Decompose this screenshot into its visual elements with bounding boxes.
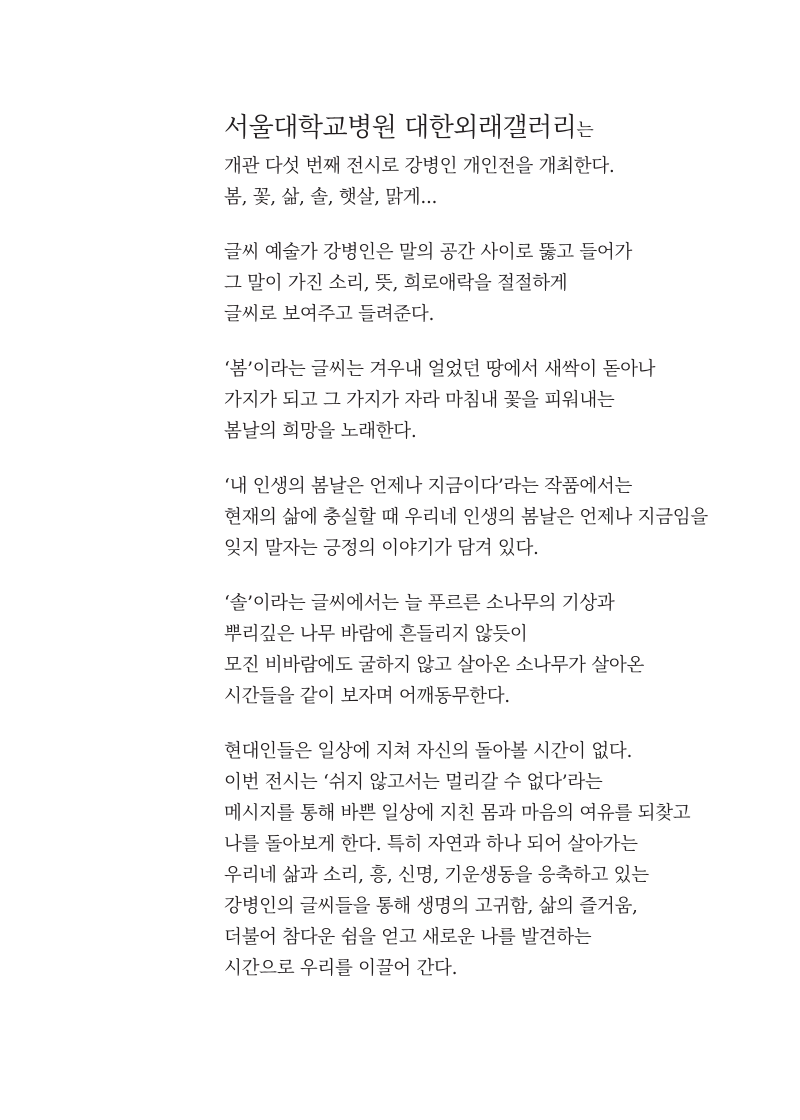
- paragraph-rest: [224, 736, 784, 984]
- text-line: 이번 전시는 ‘쉬지 않고서는 멀리갈 수 없다’라는: [224, 772, 603, 793]
- text-line: 시간들을 같이 보자며 어깨동무한다.: [224, 686, 510, 707]
- text-line: 우리네 삶과 소리, 흥, 신명, 기운생동을 응축하고 있는: [224, 865, 649, 886]
- text-line: 현대인들은 일상에 지쳐 자신의 돌아볼 시간이 없다.: [224, 741, 633, 762]
- text-line: ‘봄’이라는 글씨는 겨우내 얼었던 땅에서 새싹이 돋아나: [224, 359, 656, 380]
- text-line: 잊지 말자는 긍정의 이야기가 담겨 있다.: [224, 538, 539, 559]
- text-line: 글씨로 보여주고 들려준다.: [224, 304, 435, 325]
- text-line: ‘내 인생의 봄날은 언제나 지금이다’라는 작품에서는: [224, 476, 633, 497]
- title-line: [224, 106, 784, 150]
- exhibition-text: [224, 106, 784, 984]
- text-line: 개관 다섯 번째 전시로 강병인 개인전을 개최한다.: [224, 156, 615, 177]
- text-line: 그 말이 가진 소리, 뜻, 희로애락을 절절하게: [224, 273, 568, 294]
- paragraph-pine: [224, 588, 784, 712]
- paragraph-spring: [224, 354, 784, 447]
- text-line: 가지가 되고 그 가지가 자라 마침내 꽃을 피워내는: [224, 390, 615, 411]
- paragraph-calligrapher: [224, 237, 784, 330]
- text-line: 시간으로 우리를 이끌어 간다.: [224, 958, 458, 979]
- text-line: 현재의 삶에 충실할 때 우리네 인생의 봄날은 언제나 지금임을: [224, 507, 708, 528]
- text-line: 모진 비바람에도 굴하지 않고 살아온 소나무가 살아온: [224, 655, 645, 676]
- text-line: 뿌리깊은 나무 바람에 흔들리지 않듯이: [224, 624, 528, 645]
- text-line: 봄, 꽃, 삶, 솔, 햇살, 맑게...: [224, 187, 438, 208]
- intro-paragraph: [224, 106, 784, 213]
- text-line: 봄날의 희망을 노래한다.: [224, 421, 417, 442]
- text-line: 더불어 참다운 쉼을 얻고 새로운 나를 발견하는: [224, 927, 592, 948]
- text-line: 강병인의 글씨들을 통해 생명의 고귀함, 삶의 즐거움,: [224, 896, 638, 917]
- text-line: 나를 돌아보게 한다. 특히 자연과 하나 되어 살아가는: [224, 834, 638, 855]
- gallery-title: 서울대학교병원 대한외래갤러리: [224, 113, 577, 143]
- paragraph-springtime-of-life: [224, 471, 784, 564]
- text-line: 글씨 예술가 강병인은 말의 공간 사이로 뚫고 들어가: [224, 242, 633, 263]
- title-particle: 는: [576, 120, 594, 141]
- text-line: ‘솔’이라는 글씨에서는 늘 푸르른 소나무의 기상과: [224, 593, 615, 614]
- text-line: 메시지를 통해 바쁜 일상에 지친 몸과 마음의 여유를 되찾고: [224, 803, 691, 824]
